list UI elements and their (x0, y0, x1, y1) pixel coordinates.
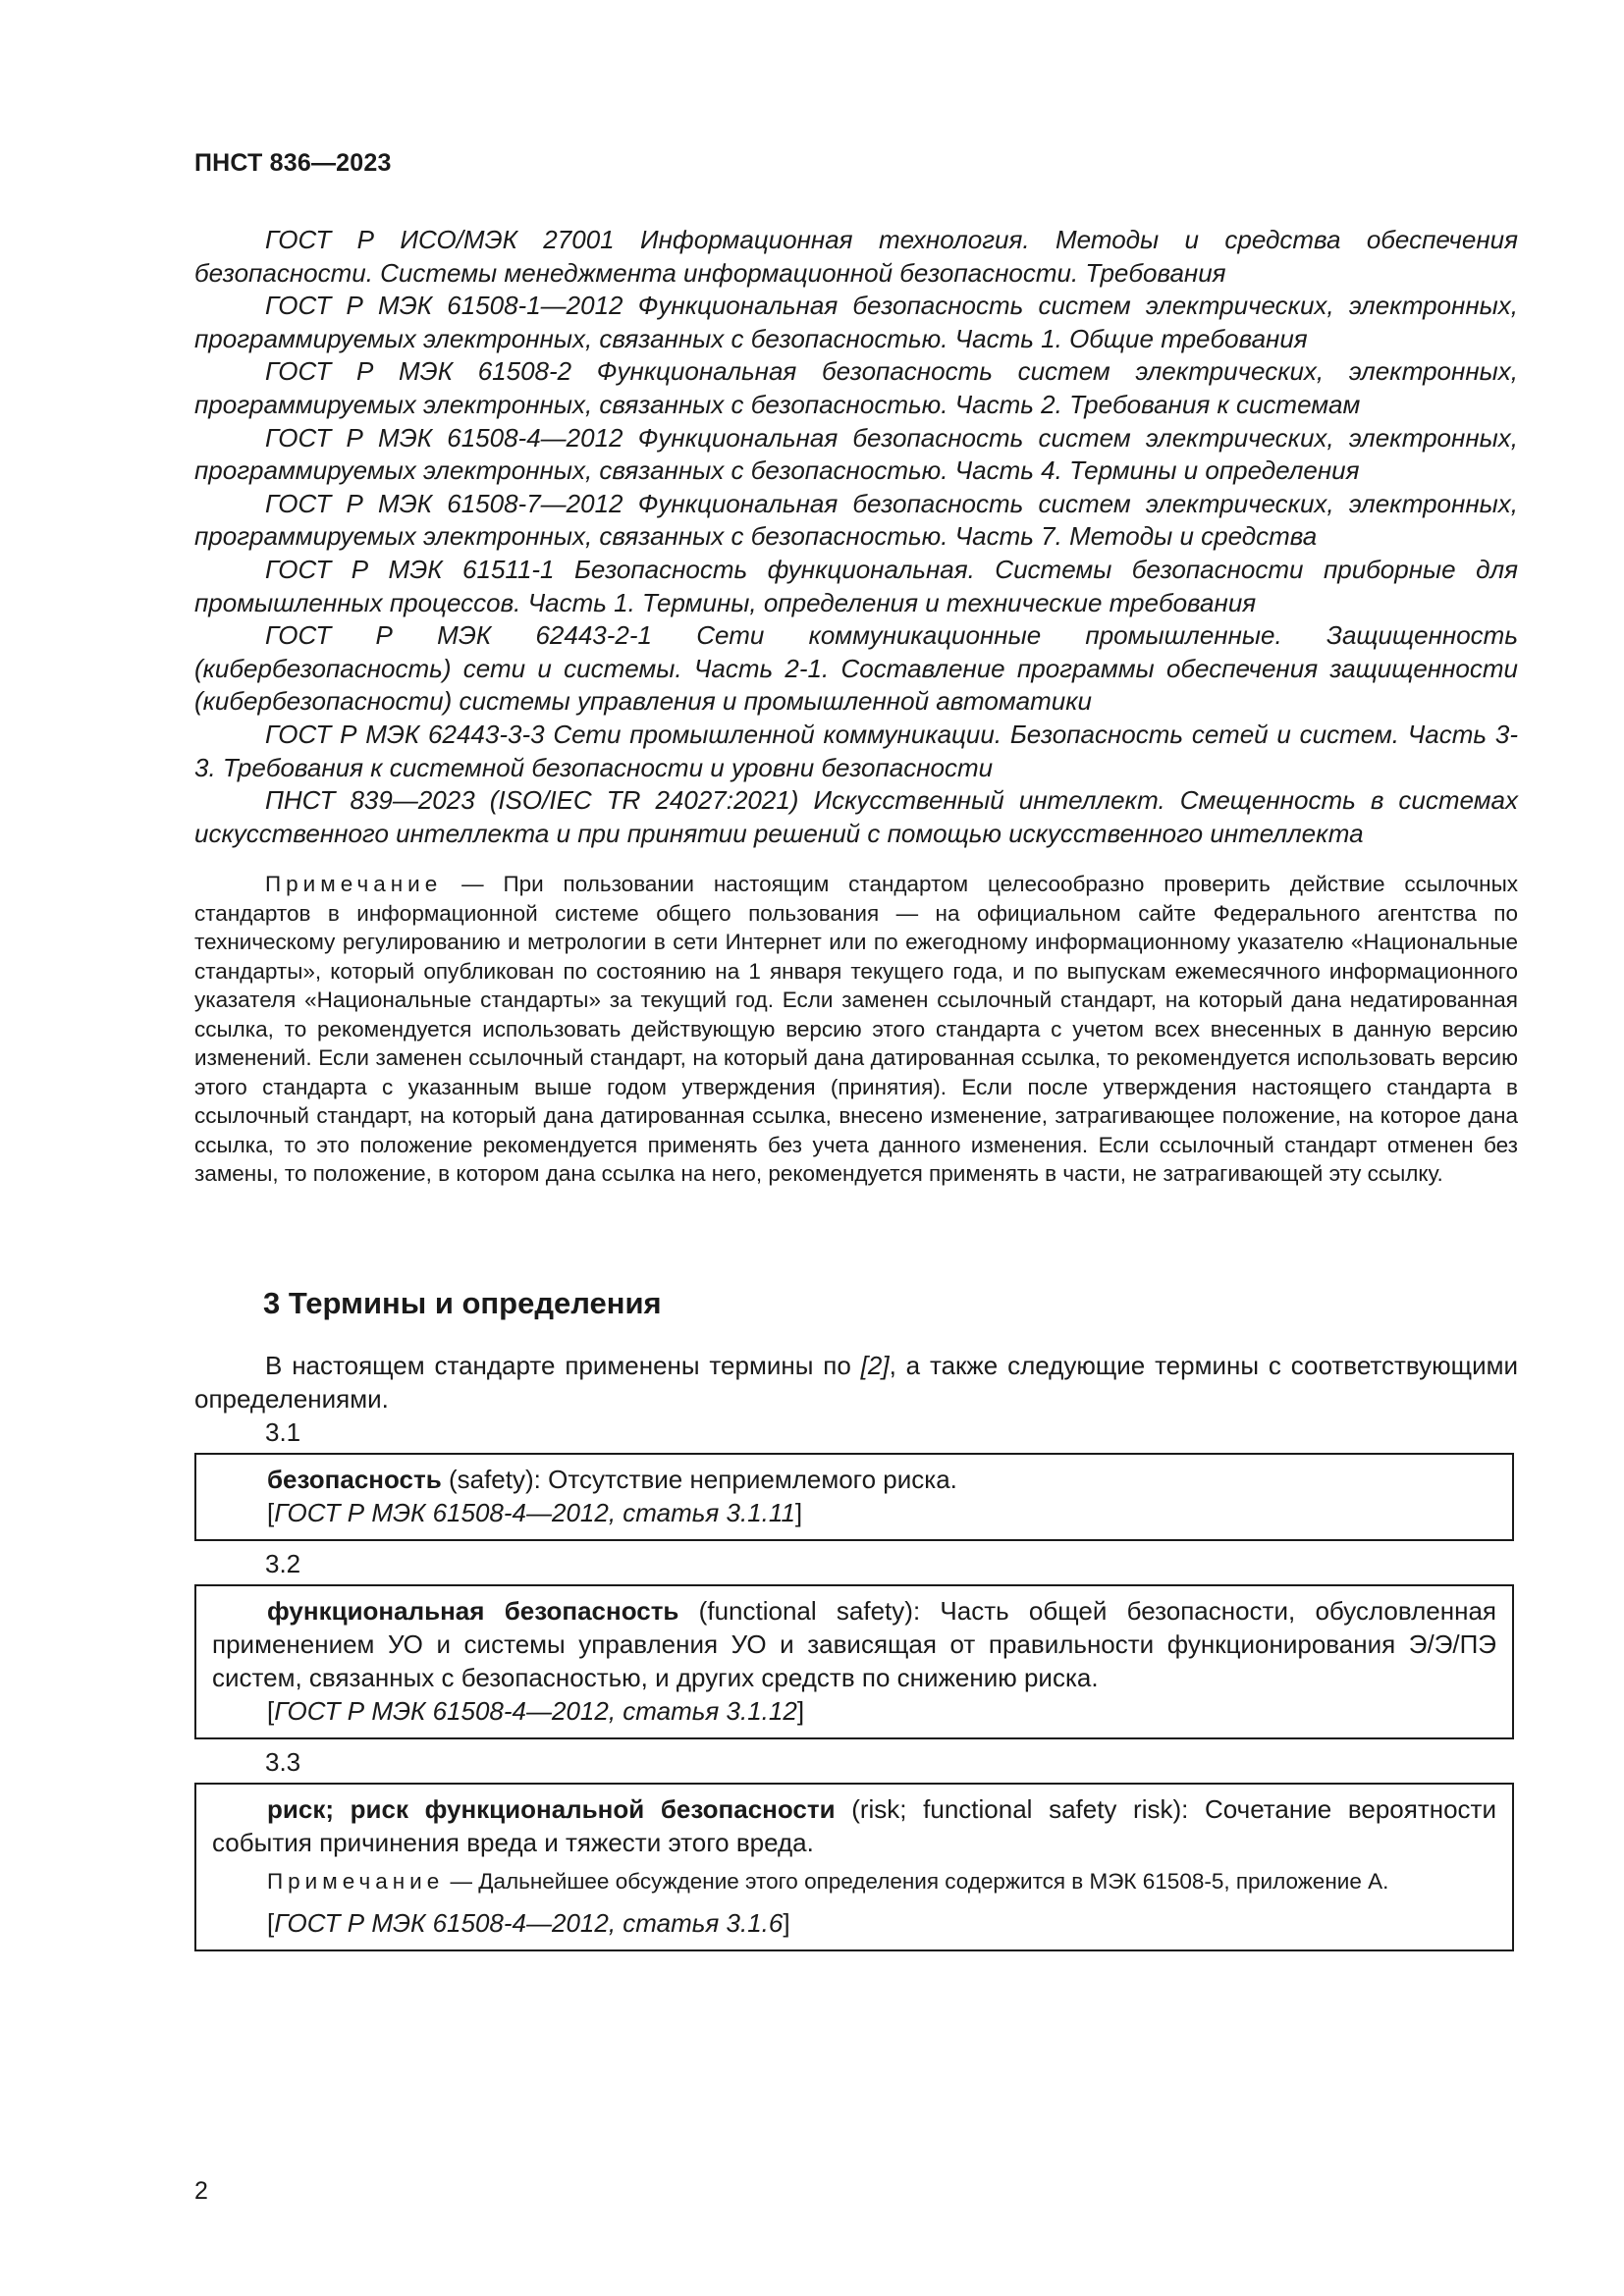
term-name: функциональная безопасность (267, 1596, 679, 1626)
note-dash: — (442, 872, 504, 896)
term-number: 3.1 (265, 1417, 301, 1447)
reference-item: ГОСТ Р МЭК 61508-7—2012 Функциональная безопасность систем электрических, электронных, программируемых электронных, связанных с безопасностью. Часть 7. Методы и средства (194, 488, 1518, 552)
note-dash: — (444, 1869, 479, 1894)
term-definition (212, 1463, 1496, 1496)
term-number: 3.3 (265, 1747, 301, 1777)
references-note (194, 870, 1518, 1189)
term-english: (risk; functional safety risk) (835, 1794, 1182, 1824)
term-source: [ГОСТ Р МЭК 61508-4—2012, статья 3.1.12] (267, 1696, 805, 1726)
term-english: (functional safety) (678, 1596, 913, 1626)
intro-reference: [2] (860, 1351, 890, 1380)
note-text: При пользовании настоящим стандартом целесообразно проверить действие ссылочных стандартов в информационной системе общего пользования — на официальном сайте Федерального агентства по техническому регулированию и метрологии в сети Интернет или по ежегодному информационному указателю «Национальные стандарты», который опубликован по состоянию на 1 января текущего года, и по выпускам ежемесячного информационного указателя «Национальные стандарты» за текущий год. Если заменен ссылочный стандарт, на который дана недатированная ссылка, то рекомендуется использовать действующую версию этого стандарта с учетом всех внесенных в данную версию изменений. Если заменен ссылочный стандарт, на который дана датированная ссылка, то рекомендуется использовать версию этого стандарта с указанным выше годом утверждения (принятия). Если после утверждения настоящего стандарта в ссылочный стандарт, на который дана датированная ссылка, внесено изменение, затрагивающее положение, на которое дана ссылка, то это положение рекомендуется применять без учета данного изменения. Если ссылочный стандарт отменен без замены, то положение, в котором дана ссылка на него, рекомендуется применять в части, не затрагивающей эту ссылку. (194, 872, 1518, 1186)
term-name: безопасность (267, 1465, 442, 1494)
reference-item: ГОСТ Р МЭК 62443-3-3 Сети промышленной коммуникации. Безопасность сетей и систем. Часть 3-3. Требования к системной безопасности и уровни безопасности (194, 719, 1518, 782)
reference-item: ГОСТ Р ИСО/МЭК 27001 Информационная технология. Методы и средства обеспечения безопасности. Системы менеджмента информационной безопасности. Требования (194, 225, 1518, 288)
term-english: (safety) (441, 1465, 534, 1494)
reference-item: ПНСТ 839—2023 (ISO/IEC TR 24027:2021) Искусственный интеллект. Смещенность в системах искусственного интеллекта и при принятии решений с помощью искусственного интеллекта (194, 785, 1518, 848)
reference-item: ГОСТ Р МЭК 62443-2-1 Сети коммуникационные промышленные. Защищенность (кибербезопасность) сети и системы. Часть 2-1. Составление программы обеспечения защищенности (кибербезопасности) системы управления и промышленной автоматики (194, 620, 1518, 717)
term-box (194, 1783, 1514, 1951)
term-definition (212, 1594, 1496, 1694)
reference-item: ГОСТ Р МЭК 61508-2 Функциональная безопасность систем электрических, электронных, программируемых электронных, связанных с безопасностью. Часть 2. Требования к системам (194, 356, 1518, 419)
term-name: риск; риск функциональной безопасности (267, 1794, 836, 1824)
section-title: 3 Термины и определения (263, 1286, 662, 1320)
term-note (212, 1867, 1496, 1896)
note-label: Примечание (267, 1869, 445, 1894)
term-box (194, 1453, 1514, 1541)
term-number: 3.2 (265, 1549, 301, 1578)
normative-references-list (194, 224, 1518, 850)
note-label: Примечание (265, 872, 443, 896)
term-source: [ГОСТ Р МЭК 61508-4—2012, статья 3.1.6] (267, 1908, 790, 1938)
term-box (194, 1584, 1514, 1739)
page-number: 2 (194, 2177, 208, 2205)
term-definition (212, 1792, 1496, 1859)
reference-item: ГОСТ Р МЭК 61508-4—2012 Функциональная безопасность систем электрических, электронных, программируемых электронных, связанных с безопасностью. Часть 4. Термины и определения (194, 422, 1518, 486)
reference-item: ГОСТ Р МЭК 61508-1—2012 Функциональная безопасность систем электрических, электронных, программируемых электронных, связанных с безопасностью. Часть 1. Общие требования (194, 291, 1518, 353)
term-definition-text: : Сочетание вероятности события причинения вреда и тяжести этого вреда. (212, 1794, 1496, 1857)
term-definition-text: : Отсутствие неприемлемого риска. (533, 1465, 957, 1494)
reference-item: ГОСТ Р МЭК 61511-1 Безопасность функциональная. Системы безопасности приборные для промышленных процессов. Часть 1. Термины, определения и технические требования (194, 554, 1518, 617)
page-header: ПНСТ 836—2023 (194, 149, 392, 177)
section-intro: В настоящем стандарте применены термины по [2], а также следующие термины с соответствующими определениями. (194, 1351, 1518, 1414)
note-text: Дальнейшее обсуждение этого определения содержится в МЭК 61508-5, приложение А. (478, 1869, 1389, 1894)
term-source: [ГОСТ Р МЭК 61508-4—2012, статья 3.1.11] (267, 1498, 803, 1527)
term-definition-text: : Часть общей безопасности, обусловленная применением УО и системы управления УО и зависящая от правильности функционирования Э/Э/ПЭ систем, связанных с безопасностью, и других средств по снижению риска. (212, 1596, 1496, 1692)
